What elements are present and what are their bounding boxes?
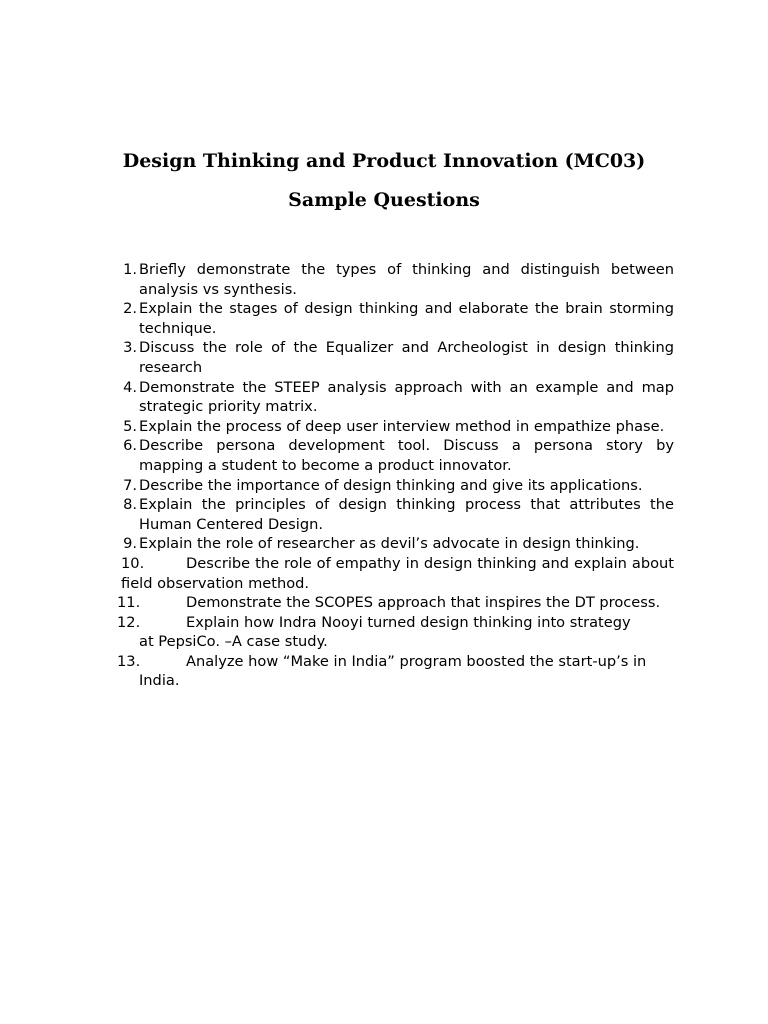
question-text: Analyze how “Make in India” program boosted the start-up’s in India.	[139, 652, 647, 690]
question-number: 10.	[121, 554, 145, 572]
question-text: Describe persona development tool. Discuss a persona story by mapping a student to become a product innovator.	[139, 437, 674, 474]
question-number: 1.	[123, 261, 137, 278]
question-text: Explain the stages of design thinking and elaborate the brain storming technique.	[139, 300, 674, 337]
question-item	[123, 495, 674, 534]
question-item	[123, 436, 674, 475]
question-item	[117, 593, 674, 613]
question-number: 12.	[117, 613, 141, 631]
question-number: 4.	[123, 378, 137, 396]
question-text: Explain the role of researcher as devil’s advocate in design thinking.	[139, 535, 640, 553]
question-number: 8.	[123, 496, 137, 514]
question-text-line1: Explain how Indra Nooyi turned design thinking into strategy	[186, 613, 631, 631]
question-number: 11.	[117, 594, 141, 612]
question-text: Briefly demonstrate the types of thinking and distinguish between analysis vs synthesis.	[139, 261, 674, 298]
question-item	[117, 652, 674, 691]
question-list	[0, 260, 768, 691]
question-text: Discuss the role of the Equalizer and Archeologist in design thinking research	[139, 339, 674, 376]
question-text: Describe the importance of design thinking and give its applications.	[139, 476, 643, 494]
document-subtitle: Sample Questions	[288, 189, 480, 211]
question-item	[123, 534, 674, 554]
question-item	[123, 417, 674, 437]
question-text: Describe the role of empathy in design thinking and explain about field observation method.	[121, 554, 674, 592]
question-item	[123, 476, 674, 496]
question-number: 3.	[123, 339, 137, 357]
question-item	[123, 378, 674, 417]
document-title: Design Thinking and Product Innovation (MC03)	[122, 150, 646, 172]
question-number: 13.	[117, 652, 141, 670]
question-item	[121, 554, 674, 593]
question-item	[123, 338, 674, 377]
question-number: 7.	[123, 476, 137, 494]
question-number: 5.	[123, 417, 137, 435]
question-item	[123, 299, 674, 338]
question-text: Explain the principles of design thinking process that attributes the Human Centered Design.	[139, 496, 674, 533]
question-number: 6.	[123, 437, 137, 455]
question-number: 9.	[123, 535, 137, 553]
question-text: Demonstrate the STEEP analysis approach with an example and map strategic priority matrix.	[139, 378, 674, 416]
question-text: Explain the process of deep user interview method in empathize phase.	[139, 417, 665, 435]
question-text: Demonstrate the SCOPES approach that inspires the DT process.	[186, 594, 661, 612]
question-item	[117, 613, 674, 652]
question-text-line2: at PepsiCo. –A case study.	[139, 633, 328, 651]
question-number: 2.	[123, 300, 137, 318]
question-item	[123, 260, 674, 299]
